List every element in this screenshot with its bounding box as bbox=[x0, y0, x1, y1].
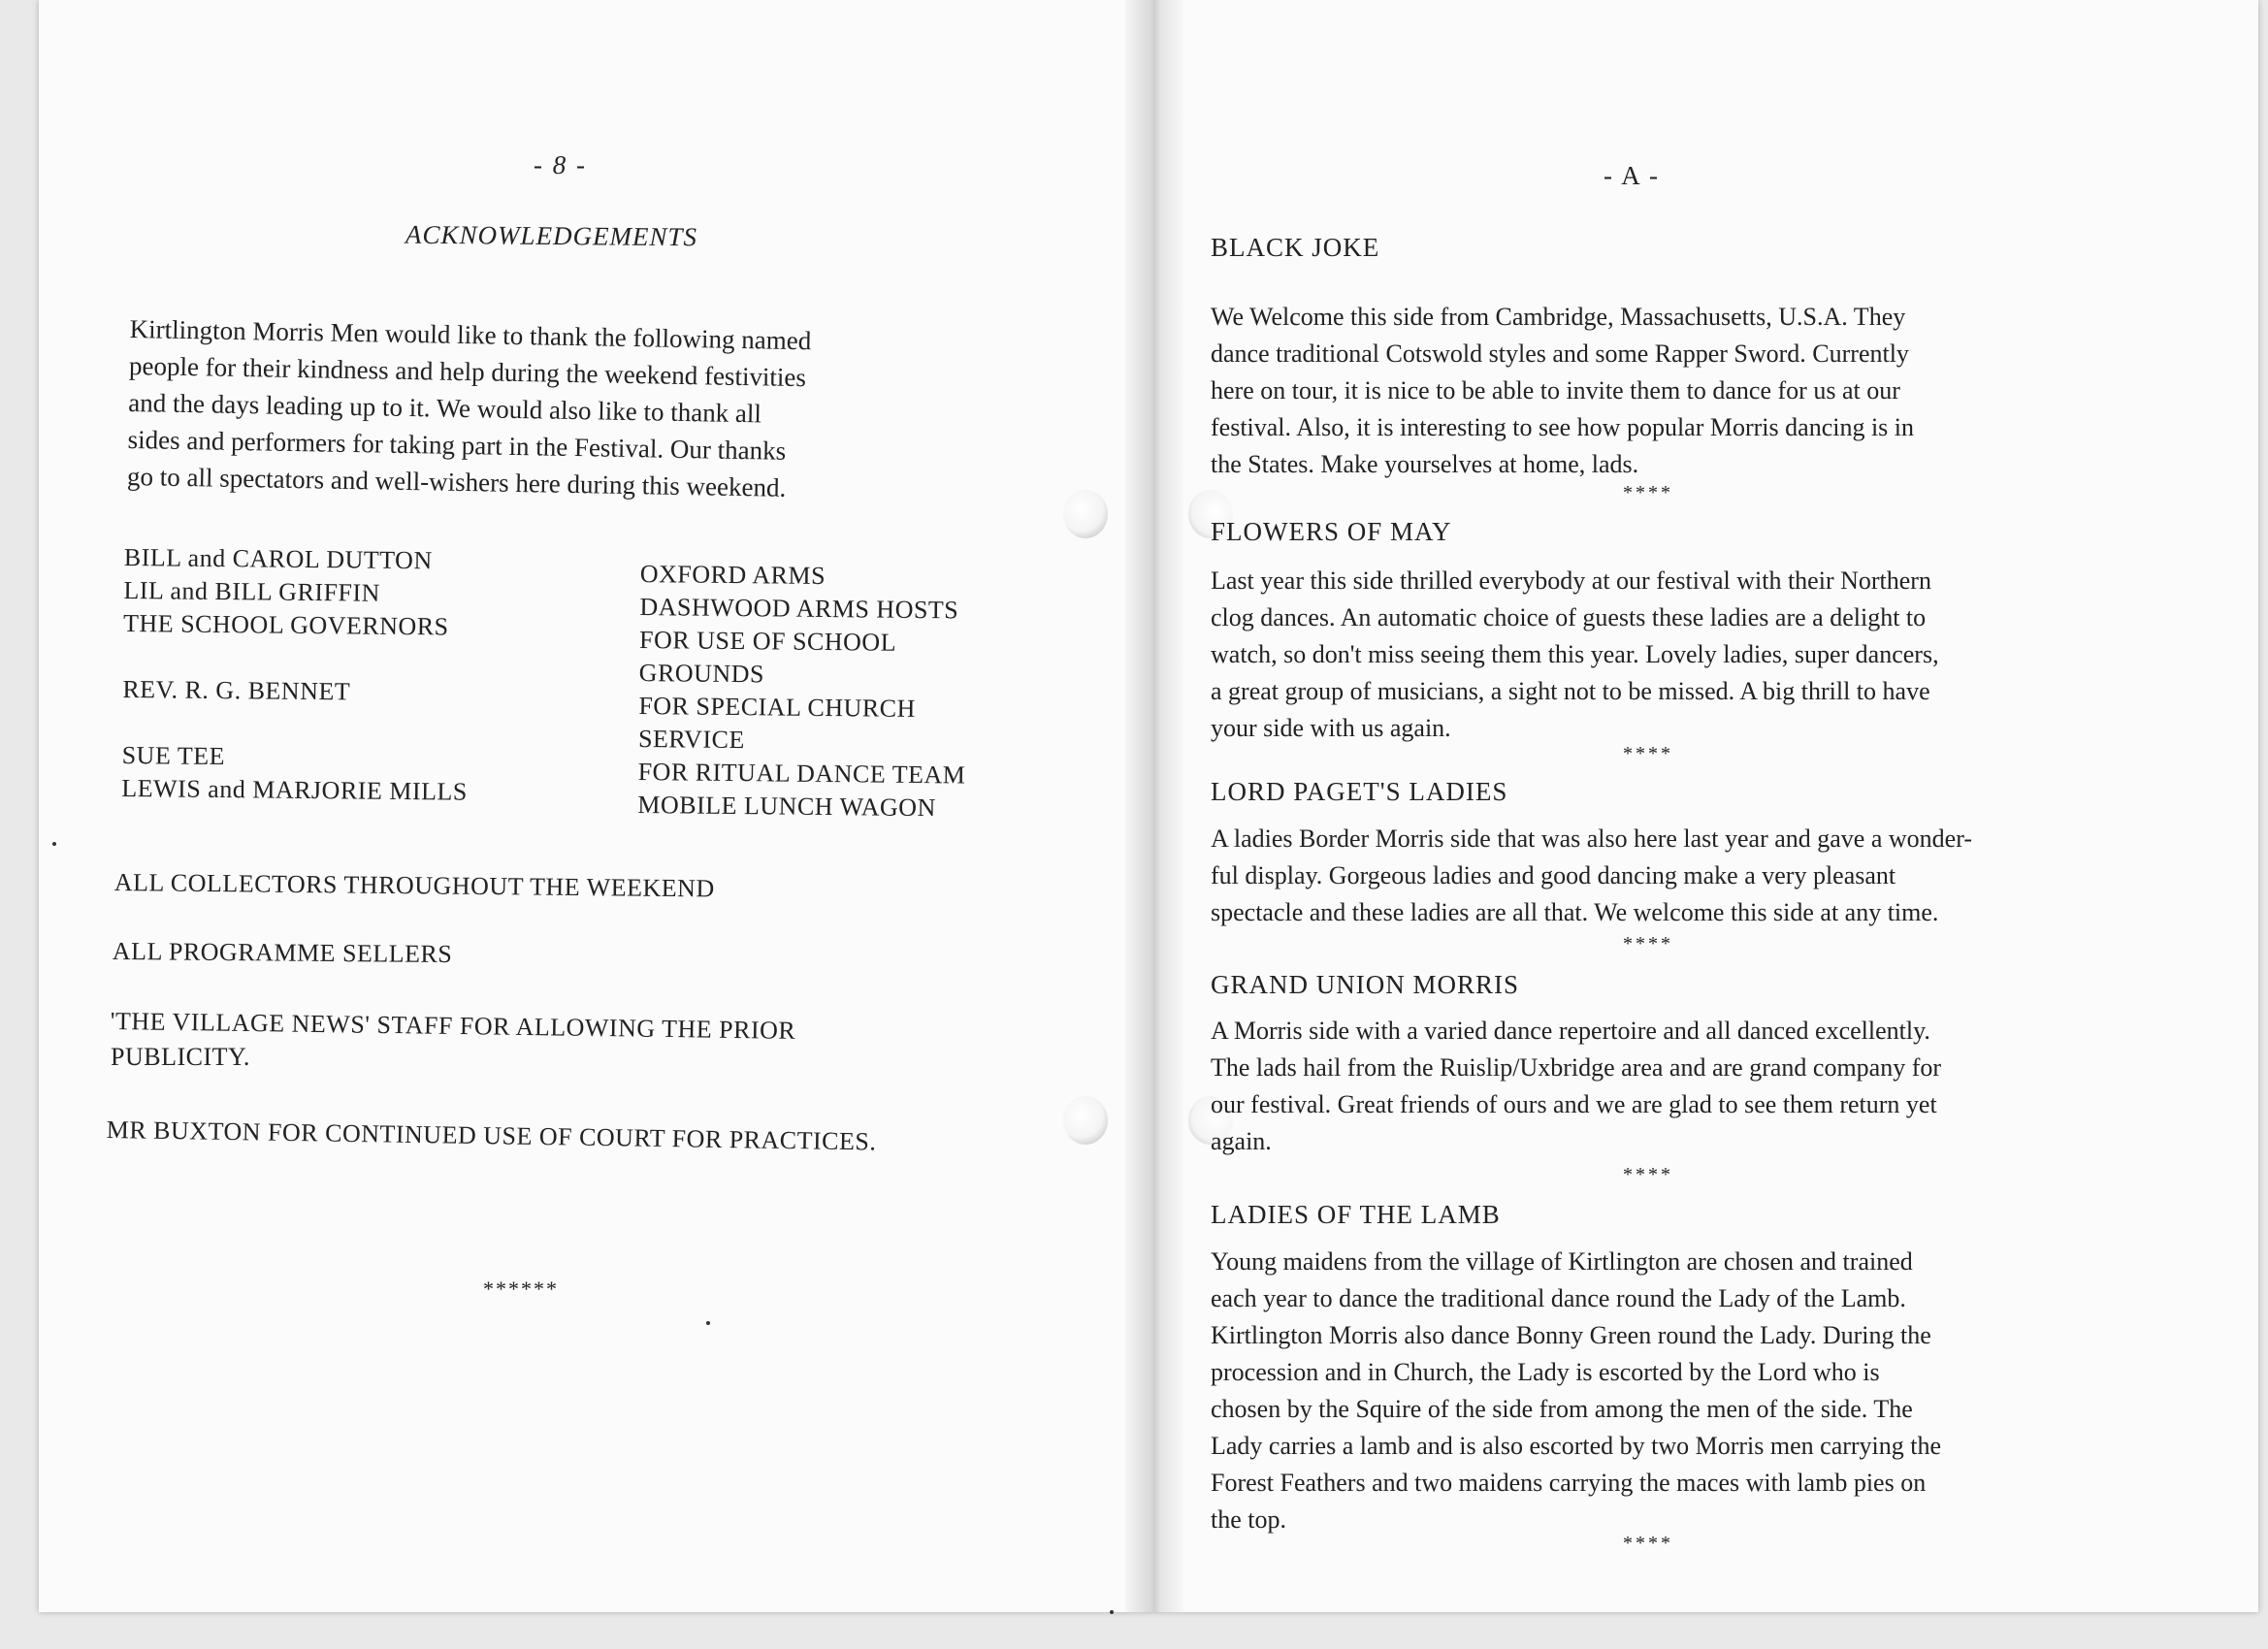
names-column bbox=[121, 541, 470, 809]
body-line: A ladies Border Morris side that was also here last year and gave a wonder- bbox=[1211, 824, 1973, 853]
reason-entry: FOR SPECIAL CHURCH bbox=[638, 691, 916, 723]
body-line: Young maidens from the village of Kirtlington are chosen and trained bbox=[1211, 1247, 1913, 1276]
name-entry: SUE TEE bbox=[121, 740, 226, 771]
name-entry: LIL and BILL GRIFFIN bbox=[123, 575, 381, 607]
intro-paragraph bbox=[127, 310, 1003, 510]
body-line: ful display. Gorgeous ladies and good dancing make a very pleasant bbox=[1211, 861, 1896, 889]
intro-line: Kirtlington Morris Men would like to thank the following named bbox=[129, 313, 812, 356]
section-stars: **** bbox=[1623, 1533, 1673, 1554]
punch-hole-top-left bbox=[1063, 490, 1108, 538]
name-entry: LEWIS and MARJORIE MILLS bbox=[121, 773, 468, 806]
body-line: A Morris side with a varied dance repertoire and all danced excellently. bbox=[1211, 1017, 1930, 1045]
body-line: the States. Make yourselves at home, lads. bbox=[1211, 450, 1639, 478]
booklet-gutter bbox=[1125, 0, 1183, 1612]
sellers-line: ALL PROGRAMME SELLERS bbox=[112, 936, 453, 969]
body-line: a great group of musicians, a sight not to be missed. A big thrill to have bbox=[1211, 677, 1930, 705]
village-news-line-2: PUBLICITY. bbox=[111, 1043, 250, 1071]
body-line: procession and in Church, the Lady is escorted by the Lord who is bbox=[1211, 1358, 1880, 1386]
intro-line: go to all spectators and well-wishers here during this weekend. bbox=[126, 461, 787, 502]
reason-entry: FOR RITUAL DANCE TEAM bbox=[637, 757, 966, 790]
body-line: clog dances. An automatic choice of guests these ladies are a delight to bbox=[1211, 603, 1927, 631]
section-heading-grand-union-morris: GRAND UNION MORRIS bbox=[1211, 970, 1520, 999]
body-line: the top. bbox=[1211, 1505, 1286, 1534]
punch-hole-bottom-left bbox=[1063, 1096, 1108, 1145]
page-number-right: - A - bbox=[1604, 161, 1661, 190]
reason-entry: MOBILE LUNCH WAGON bbox=[637, 790, 936, 823]
body-line: spectacle and these ladies are all that. We welcome this side at any time. bbox=[1211, 898, 1939, 926]
reason-entry: SERVICE bbox=[637, 724, 745, 755]
print-speck bbox=[52, 842, 56, 846]
body-line: watch, so don't miss seeing them this year. Lovely ladies, super dancers, bbox=[1211, 640, 1939, 668]
section-stars: **** bbox=[1623, 743, 1673, 764]
buxton-line: MR BUXTON FOR CONTINUED USE OF COURT FOR PRACTICES. bbox=[106, 1115, 877, 1156]
body-line: our festival. Great friends of ours and we are glad to see them return yet bbox=[1211, 1090, 1937, 1118]
print-speck bbox=[1110, 1610, 1114, 1614]
body-line: chosen by the Squire of the side from among the men of the side. The bbox=[1211, 1395, 1913, 1423]
page-number-left: - 8 - bbox=[534, 150, 587, 179]
reasons-column bbox=[637, 558, 968, 825]
body-line: festival. Also, it is interesting to see how popular Morris dancing is in bbox=[1211, 413, 1915, 441]
acknowledgements-title: ACKNOWLEDGEMENTS bbox=[405, 219, 698, 252]
body-line: The lads hail from the Ruislip/Uxbridge area and are grand company for bbox=[1211, 1053, 1942, 1082]
body-line: your side with us again. bbox=[1211, 714, 1451, 742]
intro-line: and the days leading up to it. We would also like to thank all bbox=[128, 387, 762, 429]
left-page bbox=[97, 0, 1067, 1612]
reason-entry: OXFORD ARMS bbox=[639, 559, 826, 591]
section-stars: **** bbox=[1623, 933, 1673, 954]
section-stars: **** bbox=[1623, 1164, 1673, 1185]
name-entry: THE SCHOOL GOVERNORS bbox=[122, 608, 449, 641]
village-news-line: 'THE VILLAGE NEWS' STAFF FOR ALLOWING THE PRIOR bbox=[110, 1006, 796, 1045]
right-page bbox=[1211, 0, 2181, 1612]
section-body-lord-pagets-ladies bbox=[1211, 821, 2142, 931]
body-line: again. bbox=[1211, 1127, 1272, 1155]
print-speck bbox=[706, 1321, 710, 1325]
body-line: Last year this side thrilled everybody at our festival with their Northern bbox=[1211, 566, 1931, 595]
section-heading-flowers-of-may: FLOWERS OF MAY bbox=[1211, 517, 1452, 546]
body-line: each year to dance the traditional dance round the Lady of the Lamb. bbox=[1211, 1284, 1906, 1312]
body-line: Lady carries a lamb and is also escorted by two Morris men carrying the bbox=[1211, 1432, 1942, 1460]
section-heading-lord-pagets-ladies: LORD PAGET'S LADIES bbox=[1211, 777, 1508, 806]
name-entry: BILL and CAROL DUTTON bbox=[123, 542, 433, 575]
intro-line: people for their kindness and help during the weekend festivities bbox=[128, 350, 807, 393]
section-body-flowers-of-may bbox=[1211, 563, 2142, 747]
body-line: Kirtlington Morris also dance Bonny Green round the Lady. During the bbox=[1211, 1321, 1931, 1349]
section-body-black-joke bbox=[1211, 299, 2142, 483]
name-entry: REV. R. G. BENNET bbox=[122, 674, 351, 706]
section-stars: **** bbox=[1623, 482, 1673, 503]
reason-entry: GROUNDS bbox=[638, 658, 765, 689]
section-heading-black-joke: BLACK JOKE bbox=[1211, 233, 1380, 262]
reason-entry: DASHWOOD ARMS HOSTS bbox=[639, 592, 959, 625]
end-stars: ****** bbox=[483, 1277, 559, 1301]
body-line: Forest Feathers and two maidens carrying the maces with lamb pies on bbox=[1211, 1469, 1927, 1497]
intro-line: sides and performers for taking part in the Festival. Our thanks bbox=[127, 424, 787, 466]
body-line: dance traditional Cotswold styles and some Rapper Sword. Currently bbox=[1211, 340, 1909, 368]
section-body-grand-union-morris bbox=[1211, 1013, 2142, 1160]
section-body-ladies-of-the-lamb bbox=[1211, 1244, 2142, 1538]
section-heading-ladies-of-the-lamb: LADIES OF THE LAMB bbox=[1211, 1200, 1501, 1229]
body-line: here on tour, it is nice to be able to invite them to dance for us at our bbox=[1211, 376, 1900, 404]
collectors-line: ALL COLLECTORS THROUGHOUT THE WEEKEND bbox=[113, 867, 715, 903]
reason-entry: FOR USE OF SCHOOL bbox=[638, 625, 897, 657]
body-line: We Welcome this side from Cambridge, Massachusetts, U.S.A. They bbox=[1211, 303, 1906, 331]
